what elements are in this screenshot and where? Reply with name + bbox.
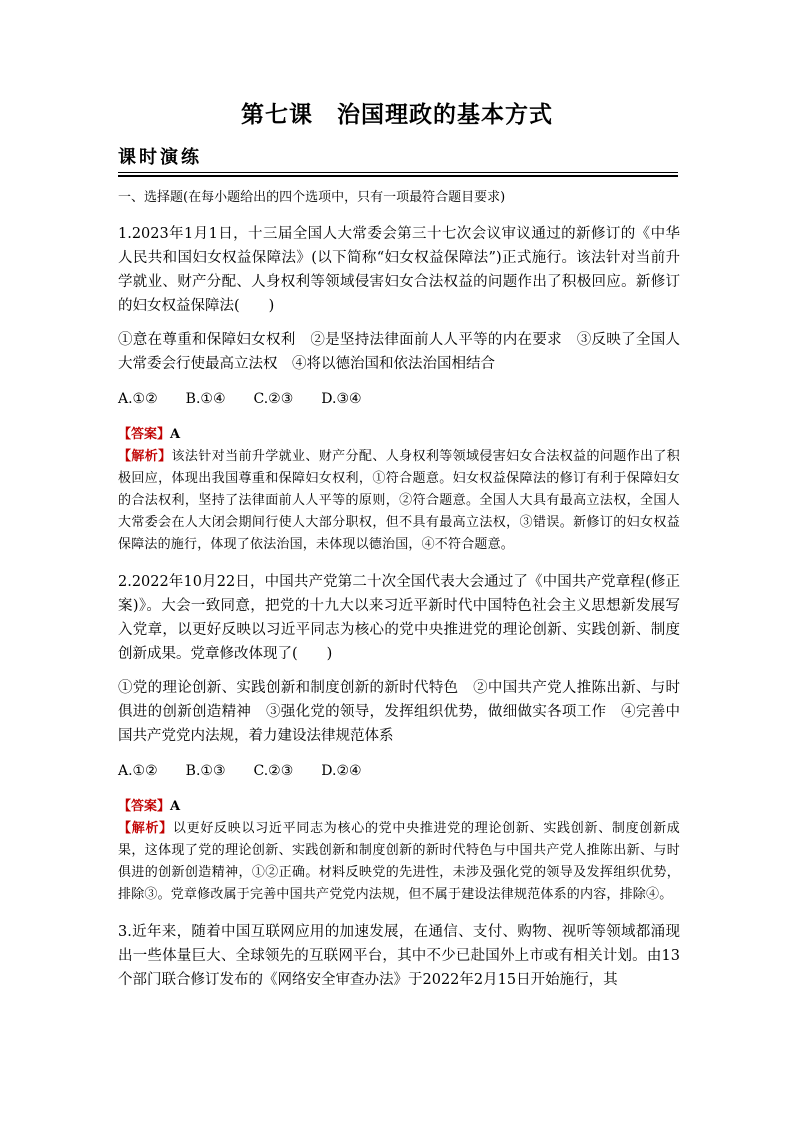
option-a: A.①② [118,763,158,779]
page-title: 第七课 治国理政的基本方式 [241,102,553,128]
answer-line [118,424,680,446]
option-a: A.①② [118,391,158,407]
question-3 [118,920,680,992]
option-b: B.①④ [185,391,226,407]
question-2 [118,570,680,906]
question-options [118,388,680,410]
analysis-label: 【解析】 [118,821,173,836]
answer-value: A [170,799,181,814]
section-title: 课时演练 [118,147,202,168]
analysis-text: 该法针对当前升学就业、财产分配、人身权利等领域侵害妇女合法权益的问题作出了积极回应，体现出我国尊重和保障妇女权利，①符合题意。妇女权益保障法的修订有利于保障妇女的合法权利，坚持了法律面前人人平等的原则，②符合题意。全国人大具有最高立法权，全国人大常委会在人大闭会期间行使人大部分职权，但不具有最高立法权，③错误。新修订的妇女权益保障法的施行，体现了依法治国，未体现以德治国，④不符合题意。 [118,449,680,552]
option-c: C.②③ [253,391,294,407]
answer-label: 【答案】 [118,799,171,814]
section-divider-thick [118,175,678,177]
question-1 [118,222,680,556]
question-stem: 1.2023年1月1日，十三届全国人大常委会第三十七次会议审议通过的新修订的《中华人民共和国妇女权益保障法》(以下简称“妇女权益保障法”)正式施行。该法针对当前升学就业、财产分配、人身权利等领域侵害妇女合法权益的问题作出了积极回应。新修订的妇女权益保障法( ) [118,226,680,314]
question-options [118,760,680,782]
analysis-label: 【解析】 [118,449,172,464]
question-content [118,188,680,1002]
question-stem: 3.近年来，随着中国互联网应用的加速发展，在通信、支付、购物、视听等领域都涌现出一些体量巨大、全球领先的互联网平台，其中不少已赴国外上市或有相关计划。由13个部门联合修订发布的《网络安全审查办法》于2022年2月15日开始施行，其 [118,924,680,988]
analysis-paragraph [118,446,680,556]
question-stem: 2.2022年10月22日，中国共产党第二十次全国代表大会通过了《中国共产党章程(修正案)》。大会一致同意，把党的十九大以来习近平新时代中国特色社会主义思想新发展写入党章，以更好反映以习近平同志为核心的党中央推进党的理论创新、实践创新、制度创新成果。党章修改体现了( ) [118,574,680,662]
question-items: ①意在尊重和保障妇女权利 ②是坚持法律面前人人平等的内在要求 ③反映了全国人大常委会行使最高立法权 ④将以德治国和依法治国相结合 [118,332,680,372]
option-d: D.②④ [321,763,362,779]
analysis-text: 以更好反映以习近平同志为核心的党中央推进党的理论创新、实践创新、制度创新成果，这体现了党的理论创新、实践创新和制度创新的新时代特色与中国共产党人推陈出新、与时俱进的创新创造精神，①②正确。材料反映党的先进性，未涉及强化党的领导及发挥组织优势，排除③。党章修改属于完善中国共产党党内法规，但不属于建设法律规范体系的内容，排除④。 [118,821,680,902]
answer-value: A [170,427,181,442]
section-divider [118,172,678,173]
option-d: D.③④ [321,391,362,407]
option-c: C.②③ [253,763,294,779]
instruction-text: 一、选择题(在每小题给出的四个选项中，只有一项最符合题目要求) [118,190,506,205]
question-items: ①党的理论创新、实践创新和制度创新的新时代特色 ②中国共产党人推陈出新、与时俱进的创新创造精神 ③强化党的领导，发挥组织优势，做细做实各项工作 ④完善中国共产党党内法规，着力建设法律规范体系 [118,680,680,744]
answer-line [118,796,680,818]
option-b: B.①③ [185,763,226,779]
answer-label: 【答案】 [118,427,171,442]
analysis-paragraph [118,818,680,906]
